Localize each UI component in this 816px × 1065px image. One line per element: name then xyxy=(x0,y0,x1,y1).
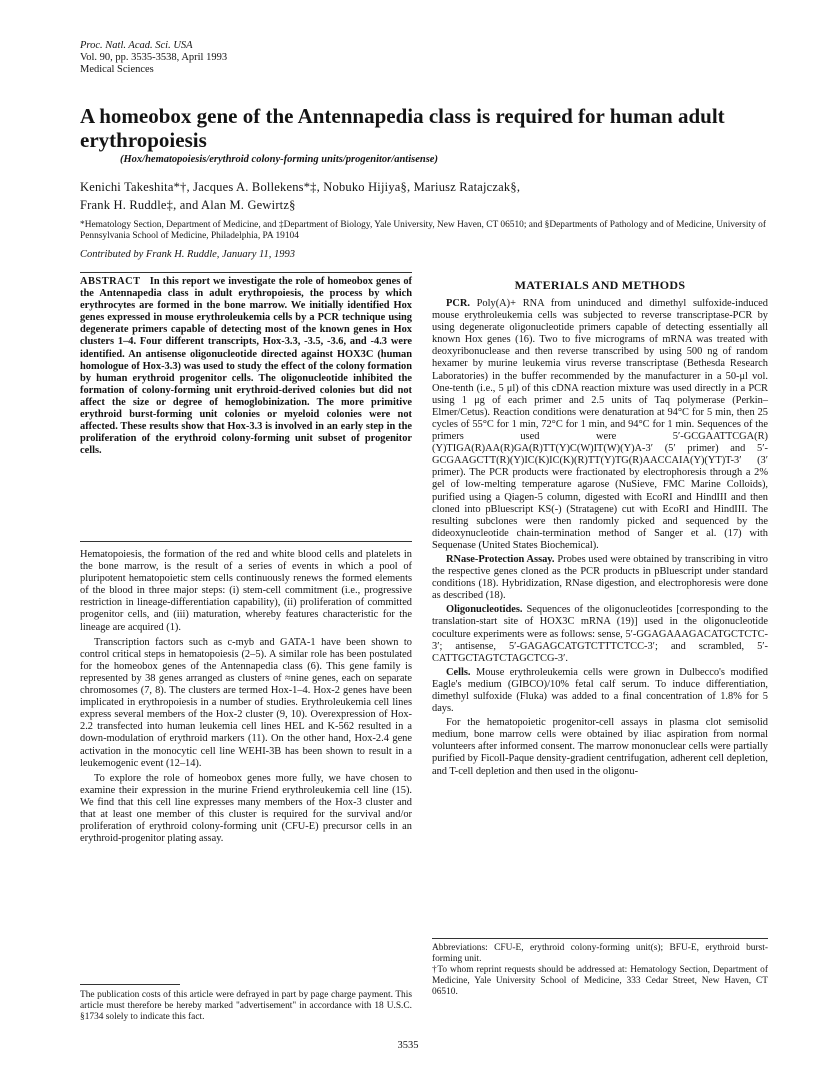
intro-paragraph: Transcription factors such as c-myb and GATA-1 have been shown to control critical steps in hematopoiesis (2–5). A similar role has been postulated for the homeobox genes of the Antennapedia class (6). This gene family is represented by 38 genes arranged as clusters of ≈nine genes, each on separate chromosomes (7, 8). The clusters are termed Hox-1–4. Hox-2 genes have been implicated in erythropoiesis in a number of studies. Erythroleukemia cell lines express several members of the Hox-2 cluster (9, 10). Overexpression of Hox-2.2 transfected into human leukemia cell lines HEL and K-562 resulted in a down-modulation of erythroid markers (11). On the other hand, Hox-2.4 gene activation in the monocytic cell line WEHI-3B has been shown to result in a leukemogenic event (12–14). xyxy=(80,636,412,769)
methods-text: Poly(A)+ RNA from uninduced and dimethyl sulfoxide-induced mouse erythroleukemia cells was subjected to reverse transcriptase-PCR by using degenerate oligonucleotide primers capable of detecting essentially all known Hox genes (16). Two to five micrograms of mRNA was treated with deoxyribonuclease and then reverse transcribed by using 500 ng of random hexamer by murine leukemia virus reverse transcriptase (Bethesda Research Laboratories) in the buffer recommended by the manufacturer in a 50-μl vol. One-tenth (i.e., 5 μl) of this cDNA reaction mixture was used directly in a PCR using 1 μg of each primer and 2.5 units of Taq polymerase (Perkin–Elmer/Cetus). Reaction conditions were denaturation at 94°C for 5 min, then 25 cycles of 55°C for 1 min, 72°C for 1 min, and 94°C for 1 min. Sequences of the primers used were 5′-GCGAATTCGA(R)(Y)TIGA(R)AA(R)GA(R)TT(Y)C(W)IT(W)(Y)A-3′ (5′ primer) and 5′-GCGAAGCTT(R)(Y)IC(K)IC(K)(R)TT(Y)TG(R)AACCAIA(Y)(YT)T-3′ (3′ primer). The PCR products were fractionated by electrophoresis through a 2% gel of low-melting temperature agarose (NuSieve, FMC Marine Colloids), purified using a Qiagen-5 column, digested with EcoRI and HindIII and then cloned into pBluescript KS(-) (Stratagene) cut with EcoRI and HindIII. The resulting subclones were then randomly picked and sequenced by the dideoxynucleotide chain-termination method of Sanger et al. (17) with Sequenase (United States Biochemical). xyxy=(432,298,768,551)
methods-paragraph xyxy=(432,717,768,777)
abstract-top-rule xyxy=(80,272,412,273)
journal-name: Proc. Natl. Acad. Sci. USA xyxy=(80,40,193,51)
abstract-paragraph xyxy=(80,276,412,457)
run-in-heading: RNase-Protection Assay. xyxy=(446,553,555,565)
footnote-rule xyxy=(432,938,768,939)
run-in-heading: Cells. xyxy=(446,666,471,678)
methods-paragraph xyxy=(432,667,768,715)
abstract-text: In this report we investigate the role of homeobox genes of the Antennapedia class in adult erythropoiesis, the process by which erythrocytes are formed in the bone marrow. We initially identified Hox genes expressed in mouse erythroleukemia cells by a PCR technique using degenerate primers capable of detecting most of the known genes in Hox clusters 1–4. Four different transcripts, Hox-3.3, -3.5, -3.6, and -4.3 were identified. An antisense oligonucleotide directed against HOX3C (human homologue of Hox-3.3) was used to study the effect of the colony formation by human erythroid progenitor cells. The oligonucleotide inhibited the formation of colony-forming unit erythroid-derived colonies but did not affect the size or degree of hemoglobinization. The more primitive erythroid burst-forming unit colonies or myeloid colonies were not affected. These results show that Hox-3.3 is involved in an early step in the proliferation of the erythroid colony-forming unit subset of progenitor cells. xyxy=(80,276,413,457)
footnotes-right xyxy=(432,943,768,998)
section-heading-methods: MATERIALS AND METHODS xyxy=(514,278,686,292)
methods-paragraph xyxy=(432,298,768,552)
introduction xyxy=(80,549,412,845)
publication-cost-footnote: The publication costs of this article were defrayed in part by page charge payment. This article must therefore be hereby marked "advertisement" in accordance with 18 U.S.C. §1734 solely to indicate this fact. xyxy=(80,990,412,1022)
footnote-rule xyxy=(80,984,180,985)
methods-paragraph xyxy=(432,604,768,664)
authors-line-2: Frank H. Ruddle‡, and Alan M. Gewirtz§ xyxy=(80,198,296,212)
keywords: (Hox/hematopoiesis/erythroid colony-forming units/progenitor/antisense) xyxy=(120,154,438,165)
contributed-by: Contributed by Frank H. Ruddle, January 11, 1993 xyxy=(80,249,296,260)
methods-text: Sequences of the oligonucleotides [corresponding to the translation-start site of HOX3C mRNA (19)] used in the oligonucleotide coculture experiments were as follows: sense, 5′-GGAGAAAGACATGCTCTC-3′; antisense, 5′-GAGAGCATGTCTTTCTCC-3′; and scrambled, 5′-CATTGCTAGTCTAGCTCG-3′. xyxy=(432,604,768,664)
reprint-footnote: †To whom reprint requests should be addressed at: Hematology Section, Department of Medicine, Yale University School of Medicine, 333 Cedar Street, New Haven, CT 06510. xyxy=(432,965,768,997)
journal-section: Medical Sciences xyxy=(80,64,154,75)
intro-paragraph: To explore the role of homeobox genes more fully, we have chosen to examine their expression in the murine Friend erythroleukemia cell line (15). We find that this cell line expresses many members of the Hox-3 cluster and that at least one member of this cluster is required for the survival and/or proliferation of erythroid colony-forming unit (CFU-E) precursor cells in an erythroid-progenitor plating assay. xyxy=(80,772,412,845)
author-list xyxy=(80,178,770,214)
abstract xyxy=(80,276,412,457)
affiliations: *Hematology Section, Department of Medicine, and ‡Department of Biology, Yale University, New Haven, CT 06510; and §Departments of Pathology and of Medicine, University of Pennsylvania School of Medicine, Philadelphia, PA 19104 xyxy=(80,220,766,241)
methods-text: For the hematopoietic progenitor-cell assays in plasma clot semisolid medium, bone marrow cells were obtained by iliac aspiration from normal volunteers after informed consent. The marrow mononuclear cells were partially purified by Ficoll-Paque density-gradient centrifugation, adherent cell depletion, and T-cell depletion and then used in the oligonu- xyxy=(432,717,768,777)
abbreviations-footnote: Abbreviations: CFU-E, erythroid colony-forming unit(s); BFU-E, erythroid burst-forming unit. xyxy=(432,943,768,964)
article-title: A homeobox gene of the Antennapedia class is required for human adult erythropoiesis xyxy=(80,104,725,152)
intro-paragraph: Hematopoiesis, the formation of the red and white blood cells and platelets in the bone marrow, is the result of a series of events in which a pool of pluripotent hematopoietic stem cells continuously renews the formed elements of the blood in three major steps: (i) stem-cell commitment (i.e., progressive restriction in lineage-differentiation capability), (ii) proliferation of committed progenitor cells, and (iii) maturation, whereby features characteristic for the lineage are acquired (1). xyxy=(80,549,412,633)
run-in-heading: PCR. xyxy=(446,298,470,309)
abstract-lead: ABSTRACT xyxy=(80,276,141,287)
run-in-heading: Oligonucleotides. xyxy=(446,604,523,616)
journal-volume: Vol. 90, pp. 3535-3538, April 1993 xyxy=(80,52,228,63)
page-number: 3535 xyxy=(397,1040,419,1051)
methods-paragraph xyxy=(432,554,768,602)
abstract-bottom-rule xyxy=(80,541,412,542)
methods-text: Probes used were obtained by transcribing in vitro the respective genes cloned as the PCR products in pBluescript under standard conditions (18). Hybridization, RNase digestion, and electrophoresis were done as described (18). xyxy=(432,553,768,602)
authors-line-1: Kenichi Takeshita*†, Jacques A. Bollekens*‡, Nobuko Hijiya§, Mariusz Ratajczak§, xyxy=(80,180,521,194)
journal-header xyxy=(80,40,227,76)
methods-section xyxy=(432,298,768,778)
methods-text: Mouse erythroleukemia cells were grown in Dulbecco's modified Eagle's medium (GIBCO)/10% fetal calf serum. To induce differentiation, dimethyl sulfoxide (Fluka) was added to a final concentration of 1.8% for 5 days. xyxy=(432,666,768,715)
